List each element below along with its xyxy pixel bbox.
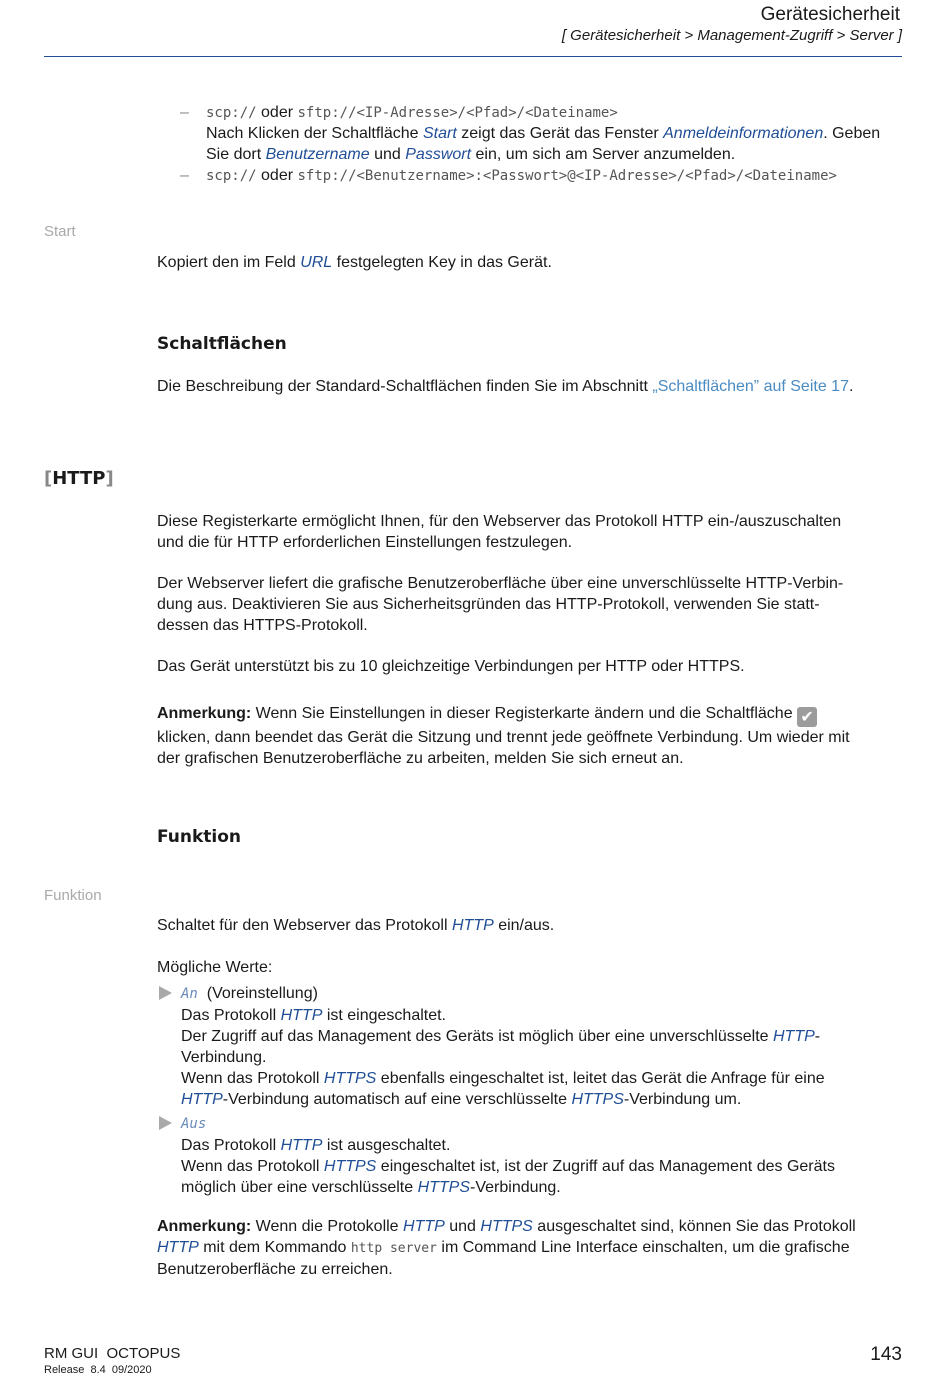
function-note: Anmerkung: Wenn die Protokolle HTTP und HTTPS ausgeschaltet sind, können Sie das Protokoll HTTP mit dem Kommando http server im Command Line Interface einschalten, um die grafische Benutzeroberfläche zu erreichen. (157, 1218, 856, 1278)
dash-item: – scp:// oder sftp://<Benutzername>:<Passwort>@<IP-Adresse>/<Pfad>/<Dateiname> (180, 167, 837, 184)
value-off: Aus (181, 1116, 207, 1132)
triangle-bullet-icon (159, 1116, 172, 1130)
cli-command: http server (350, 1241, 437, 1256)
margin-label-function: Funktion (44, 887, 102, 904)
heading-function: Funktion (157, 827, 242, 847)
footer-release: Release 8.4 09/2020 (44, 1364, 152, 1376)
http-paragraph-2: Der Webserver liefert die grafische Benutzeroberfläche über eine unverschlüsselte HTTP-Verbin- dung aus. Deaktivieren Sie aus Sicherheitsgründen das HTTP-Protokoll, verwenden Sie statt- dessen das HTTPS-Protokoll. (157, 575, 844, 634)
note-label: Anmerkung: (157, 1218, 252, 1235)
dash-item-text: Nach Klicken der Schaltfläche Start zeigt das Gerät das Fenster Anmeldeinformationen. Geben Sie dort Benutzername und Passwort ein, um sich am Server anzumelden. (206, 125, 881, 163)
cross-reference-link[interactable]: „Schaltflächen” auf Seite 17 (652, 378, 849, 395)
dash-item: – scp:// oder sftp://<IP-Adresse>/<Pfad>/<Dateiname> (180, 104, 618, 121)
triangle-bullet-icon (159, 986, 172, 1000)
value-on: An (181, 986, 198, 1002)
possible-values-label: Mögliche Werte: (157, 959, 273, 976)
dash-bullet: – (180, 104, 189, 121)
page-header-title: Gerätesicherheit (760, 4, 900, 25)
footer-product: RM GUI OCTOPUS (44, 1345, 181, 1362)
http-paragraph-1: Diese Registerkarte ermöglicht Ihnen, für den Webserver das Protokoll HTTP ein-/auszuschalten und die für HTTP erforderlichen Einstellungen festzulegen. (157, 513, 842, 551)
buttons-description: Die Beschreibung der Standard-Schaltflächen finden Sie im Abschnitt „Schaltflächen” auf Seite 17. (157, 378, 854, 395)
start-button-ref: Start (423, 125, 457, 142)
start-description: Kopiert den im Feld URL festgelegten Key in das Gerät. (157, 254, 552, 271)
page-number: 143 (870, 1344, 902, 1365)
value-on-item: An (Voreinstellung) Das Protokoll HTTP ist eingeschaltet. Der Zugriff auf das Management des Geräts ist möglich über eine unverschlüsselte HTTP- Verbindung. Wenn das Protokoll HTTPS ebenfalls eingeschaltet ist, leitet das Gerät die Anfrage für eine HTTP-Verbindung automatisch auf eine verschlüsselte HTTPS-Verbindung um. (181, 985, 825, 1108)
function-description: Schaltet für den Webserver das Protokoll HTTP ein/aus. (157, 917, 555, 934)
header-rule (44, 56, 902, 57)
heading-buttons: Schaltflächen (157, 334, 287, 354)
section-heading-http: [HTTP] (44, 468, 114, 489)
http-paragraph-3: Das Gerät unterstützt bis zu 10 gleichzeitige Verbindungen per HTTP oder HTTPS. (157, 658, 745, 675)
margin-label-start: Start (44, 223, 76, 240)
checkmark-icon: ✔ (797, 707, 817, 727)
page-header-breadcrumb: [ Gerätesicherheit > Management-Zugriff > Server ] (561, 27, 902, 44)
code-sftp: sftp://<IP-Adresse>/<Pfad>/<Dateiname> (297, 105, 618, 121)
note-label: Anmerkung: (157, 705, 252, 722)
code-scp: scp:// (206, 105, 257, 121)
http-note: Anmerkung: Wenn Sie Einstellungen in dieser Registerkarte ändern und die Schaltfläche ✔ klicken, dann beendet das Gerät die Sitzung und trennt jede geöffnete Verbindung. Um wieder mit der grafischen Benutzeroberfläche zu arbeiten, melden Sie sich erneut an. (157, 705, 850, 767)
value-off-item: Aus Das Protokoll HTTP ist ausgeschaltet. Wenn das Protokoll HTTPS eingeschaltet ist, ist der Zugriff auf das Management des Geräts möglich über eine verschlüsselte HTTPS-Verbindung. (181, 1116, 835, 1196)
credentials-window-ref: Anmeldeinformationen (663, 125, 824, 142)
dash-bullet: – (180, 167, 189, 184)
